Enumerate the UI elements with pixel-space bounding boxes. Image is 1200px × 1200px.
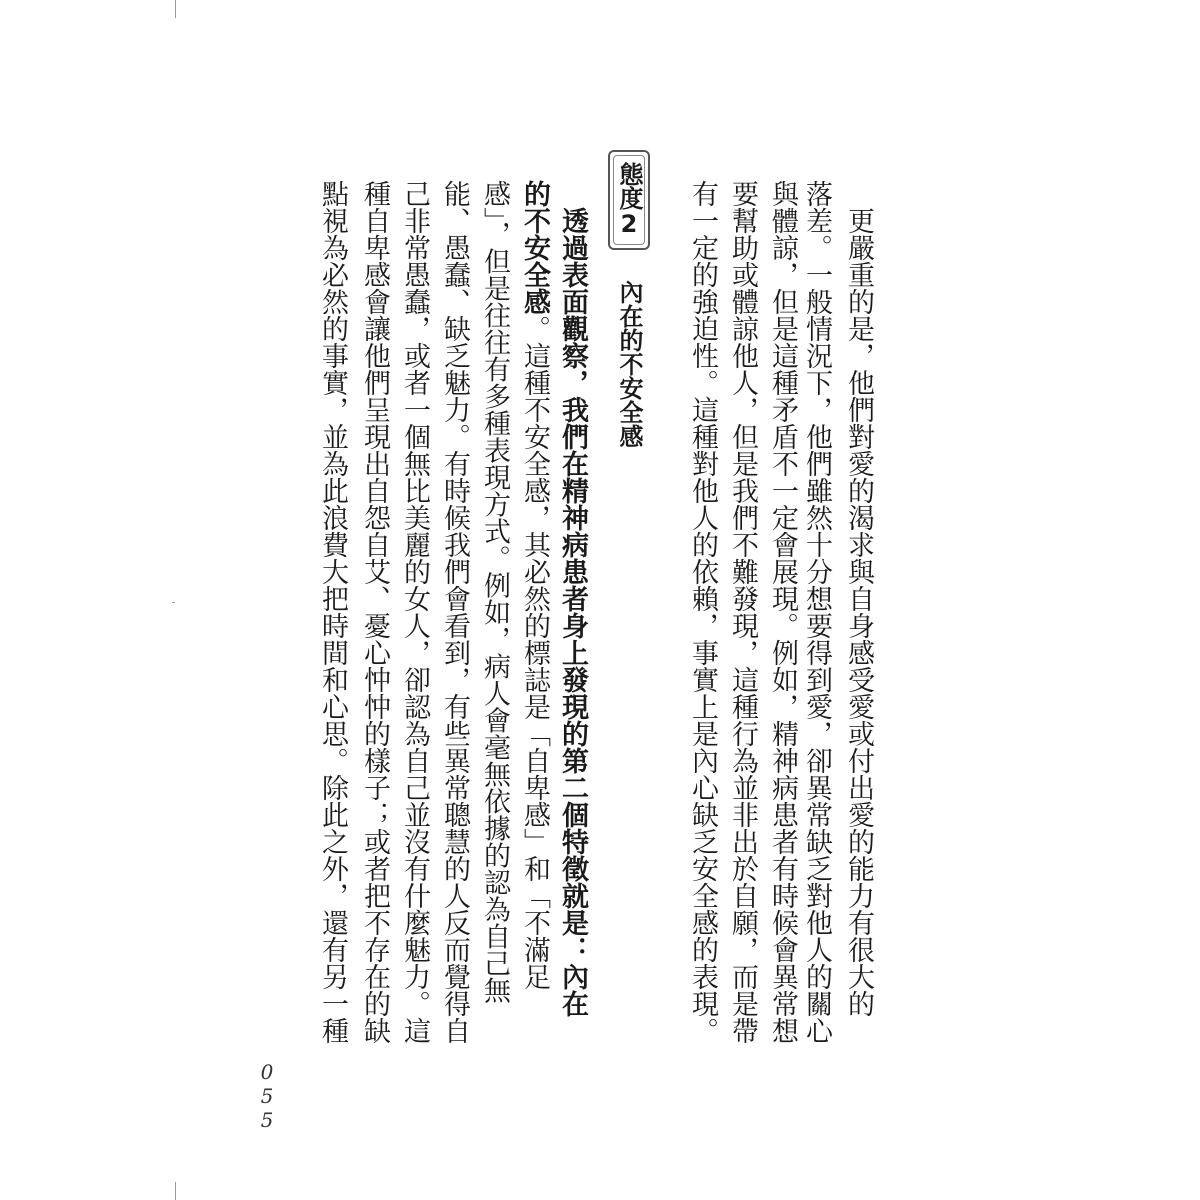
text-column: 種自卑感會讓他們呈現出自怨自艾、憂心忡忡的樣子；或者把不存在的缺 bbox=[359, 180, 390, 1044]
crop-mark-bottom bbox=[175, 1182, 176, 1200]
crop-mark-middle bbox=[172, 602, 175, 603]
bold-lead-column: 透過表面觀察，我們在精神病患者身上發現的第二個特徵就是：內在 bbox=[557, 180, 588, 1017]
text-column: 要幫助或體諒他人，但是我們不難發現，這種行為並非出於自願，而是帶 bbox=[727, 180, 758, 1044]
text-column: 與體諒，但是這種矛盾不一定會展現。例如，精神病患者有時候會異常想 bbox=[767, 180, 798, 1044]
section-title: 內在的不安全感 bbox=[615, 280, 643, 448]
bold-lead-text: 的不安全感 bbox=[519, 180, 550, 315]
text-column: 己非常愚蠢，或者一個無比美麗的女人，卻認為自己並沒有什麼魅力。這 bbox=[399, 180, 430, 1044]
text-segment: 。這種不安全感，其必然的標誌是「自卑感」和「不滿足 bbox=[519, 315, 550, 990]
attitude-label-inner-border bbox=[613, 155, 645, 245]
section-heading bbox=[608, 150, 658, 650]
text-column: 能、愚蠢、缺乏魅力。有時候我們會看到，有些異常聰慧的人反而覺得自 bbox=[439, 180, 470, 1044]
text-column bbox=[518, 180, 550, 990]
text-column: 感」，但是往往有多種表現方式。例如，病人會毫無依據的認為自己無 bbox=[479, 180, 510, 1004]
attitude-label: 態度2 bbox=[615, 162, 643, 238]
attitude-label-box bbox=[608, 150, 650, 250]
text-column: 點視為必然的事實，並為此浪費大把時間和心思。除此之外，還有另一種 bbox=[317, 180, 348, 1044]
text-column: 落差。一般情況下，他們雖然十分想要得到愛，卻異常缺乏對他人的關心 bbox=[801, 180, 832, 1044]
text-column: 更嚴重的是，他們對愛的渴求與自身感受愛或付出愛的能力有很大的 bbox=[843, 180, 874, 1017]
crop-mark-top bbox=[175, 0, 176, 18]
text-column: 有一定的強迫性。這種對他人的依賴，事實上是內心缺乏安全感的表現。 bbox=[687, 180, 718, 1044]
page-number: 055 bbox=[255, 1060, 279, 1132]
